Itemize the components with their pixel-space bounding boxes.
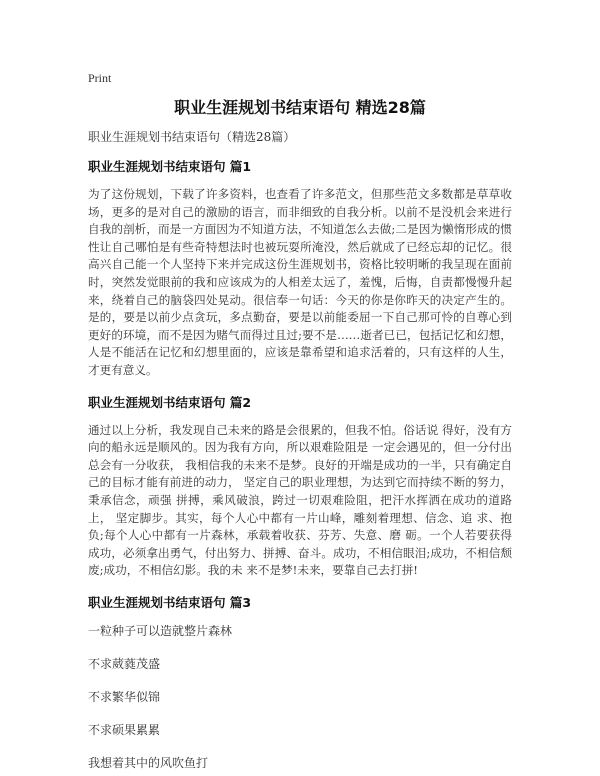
section-paragraph-2: 通过以上分析，我发现自己未来的路是会很累的，但我不怕。俗话说 得好，没有方向的船永远是顺风的。因为我有方向，所以艰难险阻是 一定会遇见的，但一分付出总会有一分收获， 我相信我的未来不是梦。良好的开端是成功的一半，只有确定自己的目标才能有前进的动力， 坚定自己的职业理想，为达到它而持续不断的努力，秉承信念，顽强 拼搏，乘风破浪，跨过一切艰难险阻，把汗水挥洒在成功的道路上， 坚定脚步。其实，每个人心中都有一片山峰，雕刻着理想、信念、追 求、抱负;每个人心中都有一片森林，承载着收获、芬芳、失意、磨 砺。一个人若要获得成功，必须拿出勇气，付出努力、拼搏、奋斗。成功，不相信眼泪;成功，不相信颓废;成功，不相信幻影。我的未 来不是梦!未来，要靠自己去打拼! — [88, 422, 512, 578]
poem-line: 我想着其中的风吹鱼打 — [88, 755, 209, 770]
document-title: 职业生涯规划书结束语句 精选28篇 — [174, 98, 426, 117]
poem-line: 不求繁华似锦 — [88, 689, 161, 704]
section-paragraph-1: 为了这份规划，下载了许多资料，也查看了许多范文，但那些范文多数都是草草收场，更多的是对自己的激励的语言，而非细致的自我分析。以前不是没机会来进行自我的剖析，而是一方面因为不知道方法，不知道怎么去做;二是因为懒惰形成的惯性让自己哪怕是有些奇特想法时也被玩耍所淹没，然后就成了已经忘却的记忆。很高兴自己能一个人坚持下来并完成这份生涯规划书，资格比较明晰的我呈现在面前时，突然发觉眼前的我和应该成为的人相差太远了，羞愧，后悔，自责都慢慢升起来，绕着自己的脑袋四处晃动。很信奉一句话：今天的你是你昨天的决定产生的。是的，要是以前少点贪玩，多点勤奋，要是以前能委屈一下自己那可怜的自尊心到更好的环境，而不是因为赌气而得过且过;要不是……逝者已已，包括记忆和幻想，人是不能活在记忆和幻想里面的，应该是靠希望和追求活着的，只有这样的人生，才更有意义。 — [88, 187, 512, 377]
section-heading-2: 职业生涯规划书结束语句 篇2 — [88, 394, 252, 410]
poem-lines — [88, 622, 512, 772]
print-link[interactable]: Print — [88, 71, 112, 85]
document-subtitle: 职业生涯规划书结束语句（精选28篇） — [88, 130, 296, 144]
poem-line: 不求硕果累累 — [88, 722, 161, 737]
section-heading-1: 职业生涯规划书结束语句 篇1 — [88, 159, 252, 174]
poem-line: 一粒种子可以造就整片森林 — [88, 623, 233, 638]
poem-line: 不求葳蕤茂盛 — [88, 656, 161, 671]
section-heading-3: 职业生涯规划书结束语句 篇3 — [88, 594, 252, 610]
